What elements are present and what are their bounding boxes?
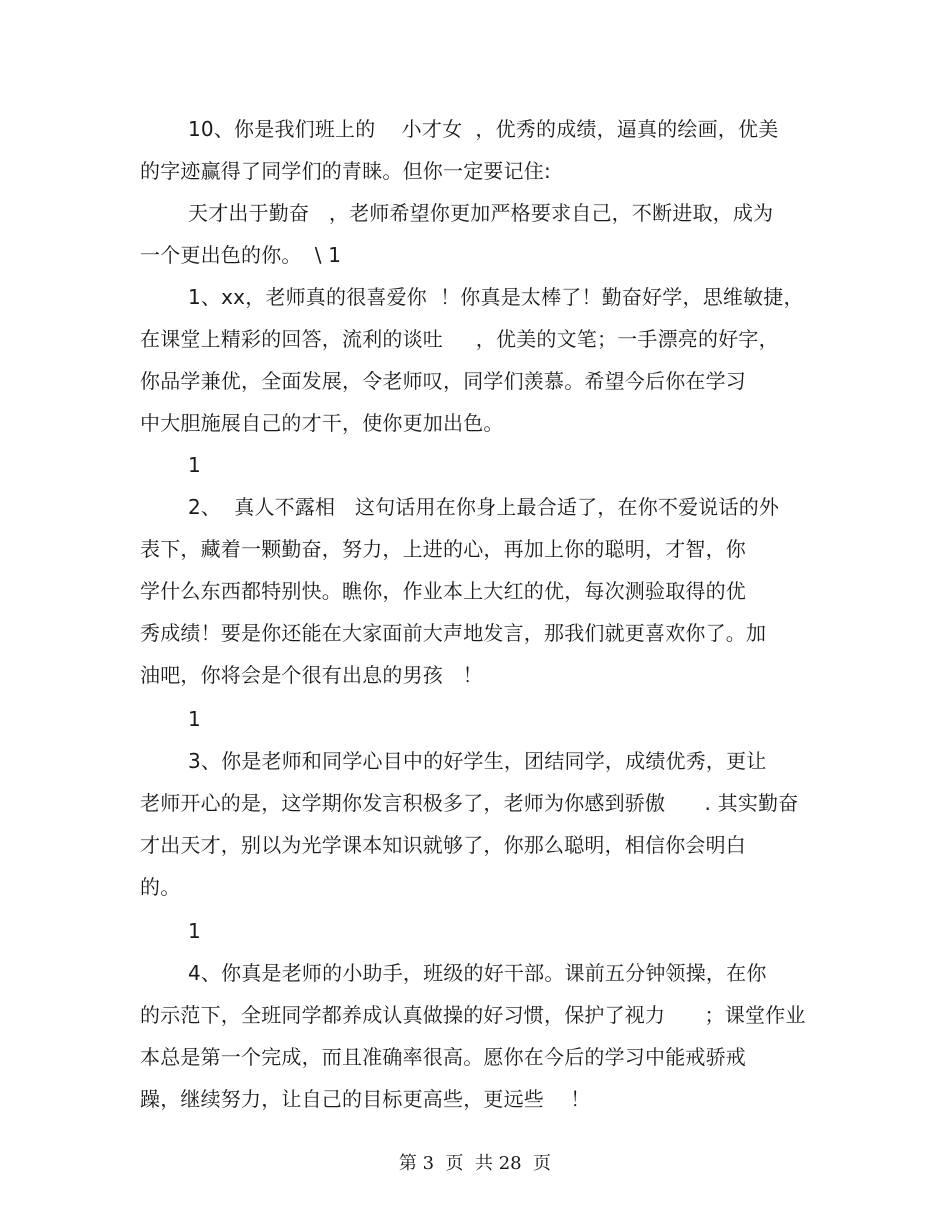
- text-line: 的字迹赢得了同学们的青睐。但你一定要记住:: [140, 159, 551, 183]
- page-footer: 第 3 页 共 28 页: [398, 1153, 552, 1174]
- text-line: 表下，藏着一颗勤奋，努力，上进的心，再加上你的聪明，才智，你: [140, 537, 746, 561]
- text-line: 油吧，你将会是个很有出息的男孩 ！: [140, 663, 483, 687]
- text-line: 10、你是我们班上的 小才女 ，优秀的成绩，逼真的绘画，优美: [188, 117, 779, 141]
- text-line: 中大胆施展自己的才干，使你更加出色。: [140, 411, 504, 435]
- text-line: 在课堂上精彩的回答，流利的谈吐 ，优美的文笔；一手漂亮的好字，: [140, 327, 779, 351]
- text-line: 老师开心的是，这学期你发言积极多了，老师为你感到骄傲 . 其实勤奋: [140, 791, 799, 815]
- text-line: 才出天才，别以为光学课本知识就够了，你那么聪明，相信你会明白: [140, 833, 746, 857]
- text-line: 的示范下，全班同学都养成认真做操的好习惯，保护了视力 ；课堂作业: [140, 1003, 806, 1027]
- text-line: 一个更出色的你。 \ 1: [140, 243, 342, 267]
- text-line: 1: [188, 919, 201, 943]
- text-line: 2、 真人不露相 这句话用在你身上最合适了，在你不爱说话的外: [188, 495, 780, 519]
- text-line: 本总是第一个完成，而且准确率很高。愿你在今后的学习中能戒骄戒: [140, 1045, 746, 1069]
- text-line: 躁，继续努力，让自己的目标更高些，更远些 ！: [140, 1087, 591, 1111]
- text-line: 1: [188, 707, 201, 731]
- text-line: 1、xx，老师真的很喜爱你 ！你真是太棒了！勤奋好学，思维敏捷，: [188, 285, 804, 309]
- text-line: 天才出于勤奋 ，老师希望你更加严格要求自己，不断进取，成为: [188, 201, 774, 225]
- text-line: 4、你真是老师的小助手，班级的好干部。课前五分钟领操，在你: [188, 961, 767, 985]
- text-line: 秀成绩！要是你还能在大家面前大声地发言，那我们就更喜欢你了。加: [140, 621, 767, 645]
- text-line: 3、你是老师和同学心目中的好学生，团结同学，成绩优秀，更让: [188, 749, 767, 773]
- text-line: 学什么东西都特别快。瞧你，作业本上大红的优，每次测验取得的优: [140, 579, 746, 603]
- text-line: 1: [188, 453, 201, 477]
- text-line: 你品学兼优，全面发展，令老师叹，同学们羡慕。希望今后你在学习: [140, 369, 746, 393]
- text-line: 的。: [140, 875, 181, 899]
